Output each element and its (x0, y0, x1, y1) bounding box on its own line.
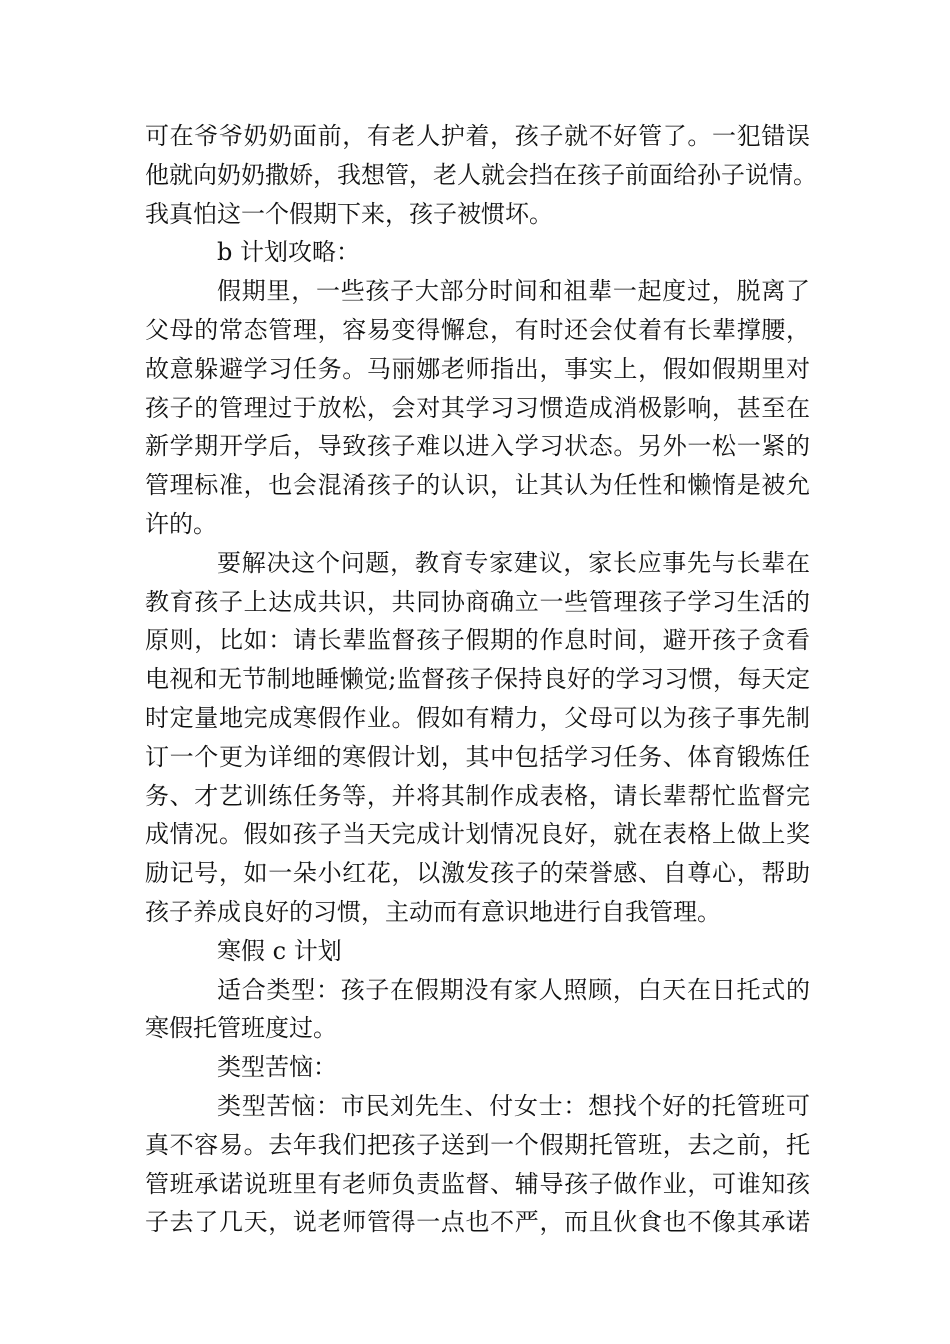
text-line: 要解决这个问题，教育专家建议，家长应事先与长辈在 (217, 548, 810, 577)
text-line: 时定量地完成寒假作业。假如有精力，父母可以为孩子事先制 (145, 703, 810, 732)
text-line: 故意躲避学习任务。马丽娜老师指出，事实上，假如假期里对 (145, 354, 810, 383)
text-line: 寒假托管班度过。 (145, 1014, 337, 1043)
text-line: 类型苦恼：市民刘先生、付女士：想找个好的托管班可 (217, 1091, 810, 1120)
text-line: 他就向奶奶撒娇，我想管，老人就会挡在孩子前面给孙子说情。 (145, 160, 817, 189)
text-line: 我真怕这一个假期下来，孩子被惯坏。 (145, 199, 553, 228)
text-line: 订一个更为详细的寒假计划，其中包括学习任务、体育锻炼任 (145, 742, 810, 771)
text-line: 教育孩子上达成共识，共同协商确立一些管理孩子学习生活的 (145, 587, 810, 616)
text-line: 类型苦恼： (217, 1053, 337, 1082)
text-line: 父母的常态管理，容易变得懈怠，有时还会仗着有长辈撑腰， (145, 315, 810, 344)
text-line: 可在爷爷奶奶面前，有老人护着，孩子就不好管了。一犯错误 (145, 122, 810, 150)
text-line: 新学期开学后，导致孩子难以进入学习状态。另外一松一紧的 (145, 432, 810, 461)
text-line: 真不容易。去年我们把孩子送到一个假期托管班，去之前，托 (145, 1130, 810, 1159)
document-body (145, 117, 817, 1242)
text-line: 原则，比如：请长辈监督孩子假期的作息时间，避开孩子贪看 (145, 626, 810, 655)
text-line: 适合类型：孩子在假期没有家人照顾，白天在日托式的 (217, 975, 810, 1004)
text-line: 孩子养成良好的习惯，主动而有意识地进行自我管理。 (145, 897, 721, 926)
text-line: 子去了几天，说老师管得一点也不严，而且伙食也不像其承诺 (145, 1208, 810, 1237)
text-line: 励记号，如一朵小红花，以激发孩子的荣誉感、自尊心，帮助 (145, 859, 810, 888)
text-line: 管班承诺说班里有老师负责监督、辅导孩子做作业，可谁知孩 (145, 1169, 810, 1198)
text-line: 许的。 (145, 509, 217, 538)
text-line: 孩子的管理过于放松，会对其学习习惯造成消极影响，甚至在 (145, 393, 810, 422)
text-line: 假期里，一些孩子大部分时间和祖辈一起度过，脱离了 (217, 277, 810, 306)
text-line: 成情况。假如孩子当天完成计划情况良好，就在表格上做上奖 (145, 820, 810, 849)
text-line: 电视和无节制地睡懒觉;监督孩子保持良好的学习习惯，每天定 (145, 665, 810, 694)
text-line: b 计划攻略： (217, 238, 360, 267)
text-line: 务、才艺训练任务等，并将其制作成表格，请长辈帮忙监督完 (145, 781, 810, 810)
text-line: 寒假 c 计划 (217, 936, 342, 965)
text-line: 管理标准，也会混淆孩子的认识，让其认为任性和懒惰是被允 (145, 471, 810, 500)
